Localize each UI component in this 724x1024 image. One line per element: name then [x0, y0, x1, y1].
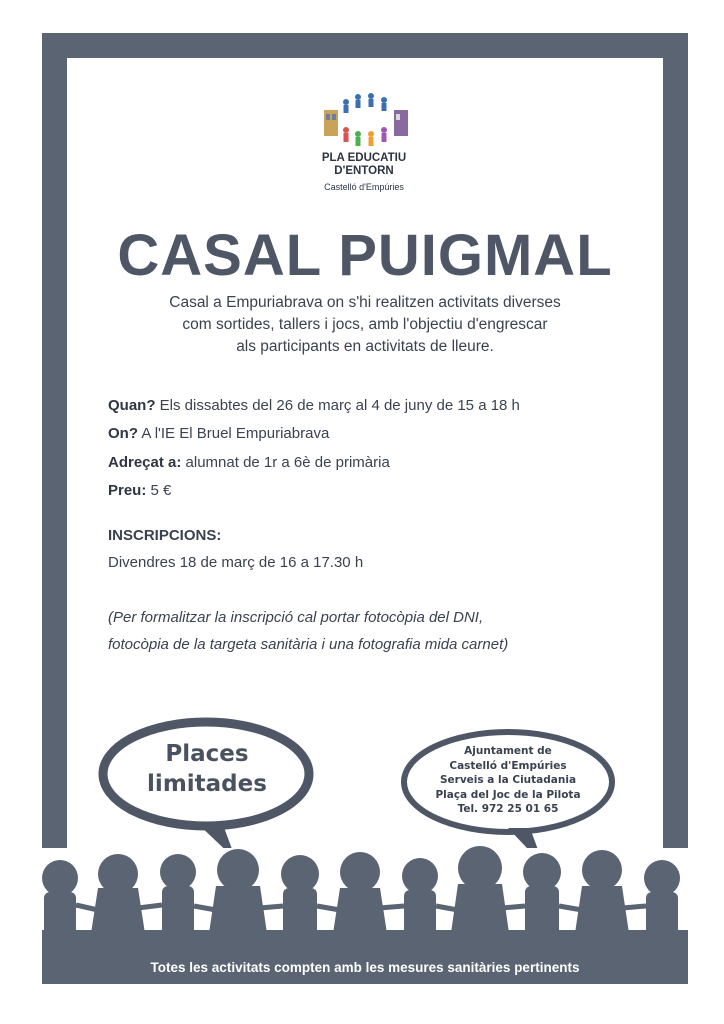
bubble-left-line: Places: [165, 741, 249, 767]
detail-where-value: A l'IE El Bruel Empuriabrava: [141, 425, 330, 442]
intro-line: Casal a Empuriabrava on s'hi realitzen activitats diverses: [169, 294, 561, 311]
contact-info-text: [408, 744, 608, 817]
footer-note: Totes les activitats compten amb les mesures sanitàries pertinents: [150, 960, 580, 975]
detail-price-value: 5 €: [150, 482, 172, 499]
intro-line: als participants en activitats de lleure.: [236, 338, 494, 355]
detail-when-label: Quan?: [108, 397, 156, 414]
registration-date: Divendres 18 de març de 16 a 17.30 h: [108, 554, 364, 571]
intro-line: com sortides, tallers i jocs, amb l'objectiu d'engrescar: [182, 316, 548, 333]
contact-line: Plaça del Joc de la Pilota: [435, 788, 581, 801]
contact-line: Tel. 972 25 01 65: [457, 803, 559, 815]
poster-title: CASAL PUIGMAL: [117, 223, 613, 288]
contact-line: Ajuntament de: [464, 745, 552, 757]
contact-line: Serveis a la Ciutadania: [439, 774, 577, 786]
detail-when-value: Els dissabtes del 26 de març al 4 de juny de 15 a 18 h: [159, 397, 520, 414]
detail-audience-label: Adreçat a:: [108, 454, 182, 471]
detail-price-label: Preu:: [108, 482, 147, 499]
places-limitades-text: [112, 739, 302, 799]
note-line: (Per formalitzar la inscripció cal portar fotocòpia del DNI,: [108, 609, 484, 626]
note-line: fotocòpia de la targeta sanitària i una fotografia mida carnet): [108, 636, 509, 653]
registration-heading: INSCRIPCIONS:: [108, 527, 222, 544]
detail-audience-value: alumnat de 1r a 6è de primària: [185, 454, 390, 471]
detail-where-label: On?: [108, 425, 138, 442]
logo-title-line-1: PLA EDUCATIU: [321, 152, 407, 164]
bubble-left-line: limitades: [147, 771, 267, 797]
logo-subtitle: Castelló d'Empúries: [324, 182, 404, 192]
logo-title-line-2: D'ENTORN: [334, 165, 394, 177]
contact-line: Castelló d'Empúries: [449, 759, 567, 772]
